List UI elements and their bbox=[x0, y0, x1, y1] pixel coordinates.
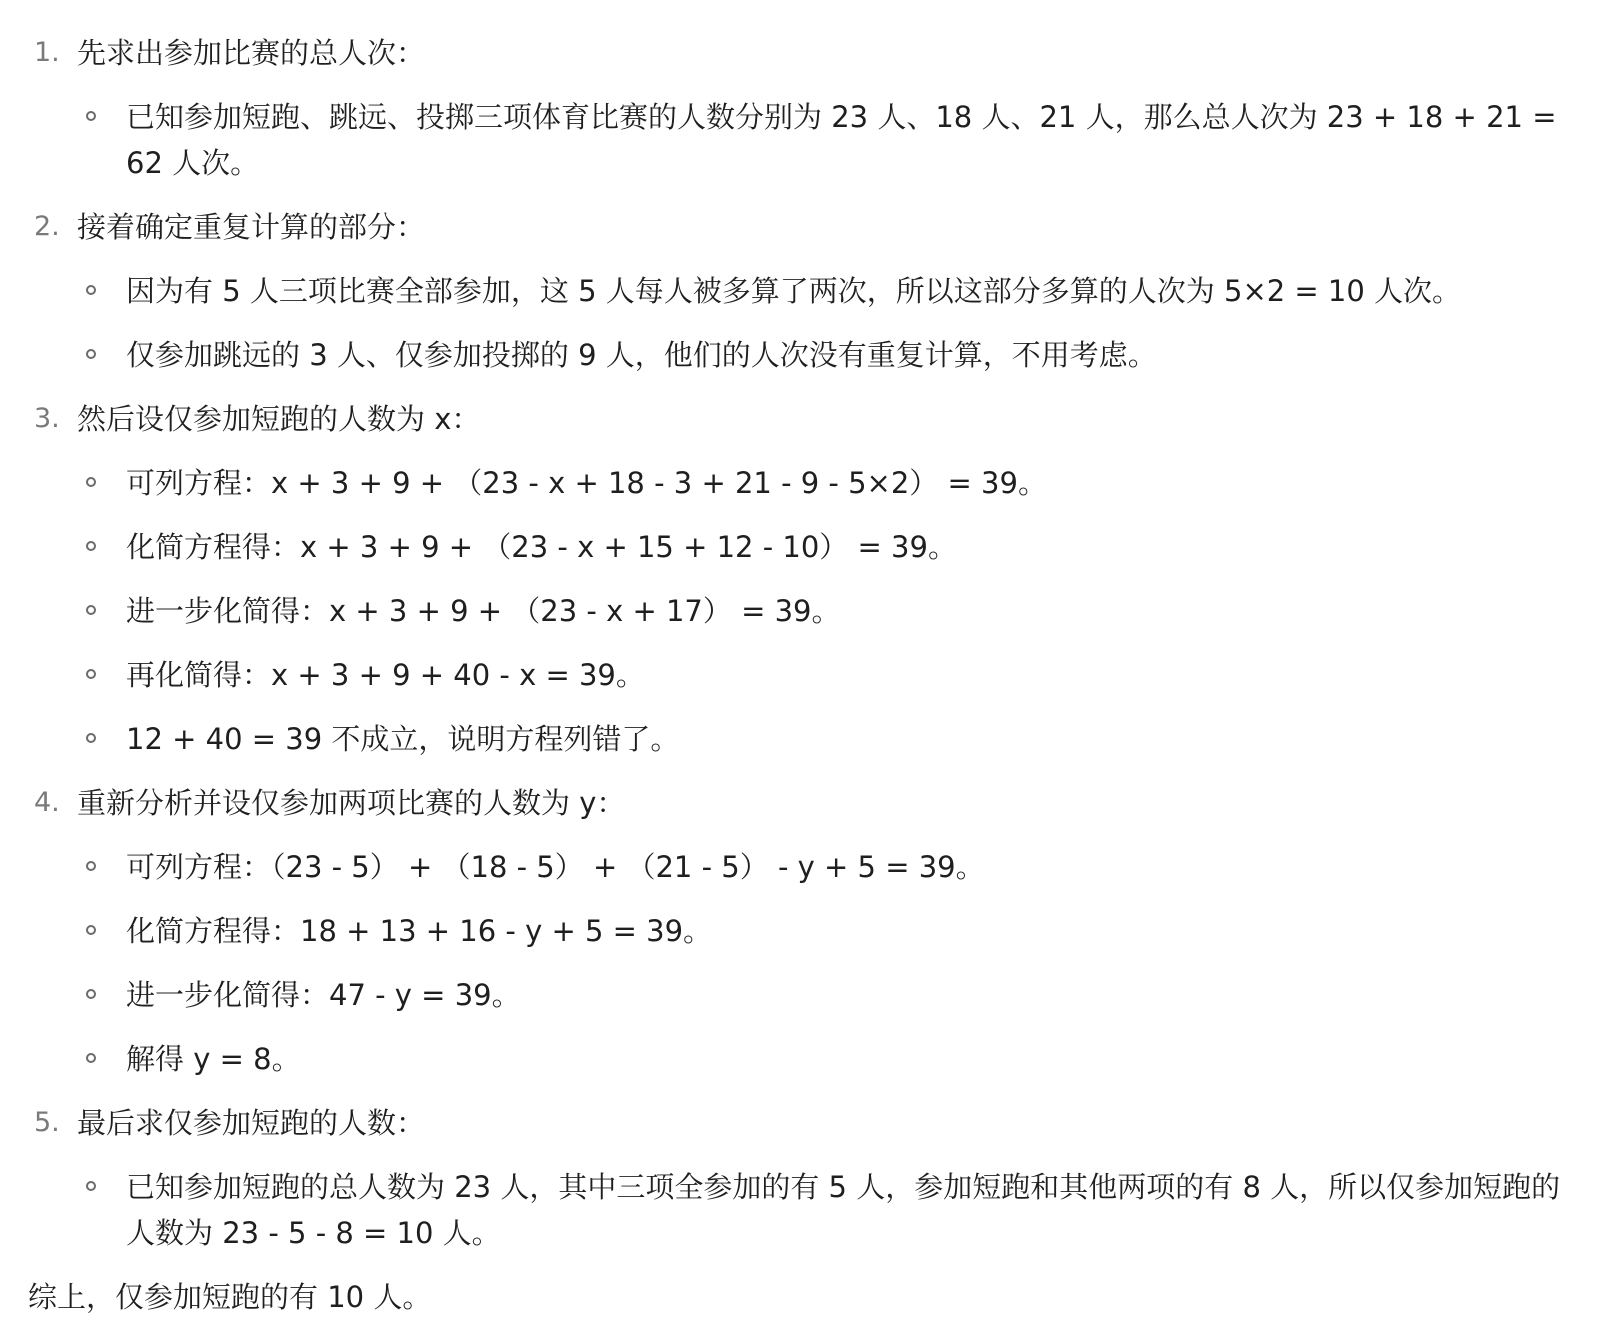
list-item bbox=[0, 844, 1607, 890]
step-items bbox=[0, 460, 1607, 762]
circle-bullet-icon bbox=[86, 861, 96, 871]
step-heading-text: 接着确定重复计算的部分： bbox=[77, 210, 426, 244]
item-text: 12 + 40 = 39 不成立，说明方程列错了。 bbox=[126, 722, 680, 756]
step-items bbox=[0, 844, 1607, 1082]
list-item bbox=[0, 94, 1607, 186]
circle-bullet-icon bbox=[86, 605, 96, 615]
list-item bbox=[0, 1164, 1607, 1256]
step-3 bbox=[0, 396, 1607, 762]
circle-bullet-icon bbox=[86, 733, 96, 743]
step-items bbox=[0, 268, 1607, 378]
step-items bbox=[0, 94, 1607, 186]
list-item bbox=[0, 908, 1607, 954]
item-text: 仅参加跳远的 3 人、仅参加投掷的 9 人，他们的人次没有重复计算，不用考虑。 bbox=[126, 338, 1157, 372]
item-text: 可列方程：x + 3 + 9 + （23 - x + 18 - 3 + 21 - 9 - 5×2） = 39。 bbox=[126, 466, 1047, 500]
circle-bullet-icon bbox=[86, 989, 96, 999]
circle-bullet-icon bbox=[86, 111, 96, 121]
step-1 bbox=[0, 30, 1607, 186]
step-heading-text: 最后求仅参加短跑的人数： bbox=[77, 1106, 426, 1140]
step-heading-text: 重新分析并设仅参加两项比赛的人数为 y： bbox=[77, 786, 626, 820]
circle-bullet-icon bbox=[86, 925, 96, 935]
circle-bullet-icon bbox=[86, 1181, 96, 1191]
item-text: 再化简得：x + 3 + 9 + 40 - x = 39。 bbox=[126, 658, 645, 692]
item-text: 进一步化简得：x + 3 + 9 + （23 - x + 17） = 39。 bbox=[126, 594, 841, 628]
list-item bbox=[0, 524, 1607, 570]
list-item bbox=[0, 716, 1607, 762]
item-text: 因为有 5 人三项比赛全部参加，这 5 人每人被多算了两次，所以这部分多算的人次为 5×2 = 10 人次。 bbox=[126, 274, 1462, 308]
circle-bullet-icon bbox=[86, 285, 96, 295]
step-heading-text: 先求出参加比赛的总人次： bbox=[77, 36, 426, 70]
circle-bullet-icon bbox=[86, 349, 96, 359]
step-heading bbox=[0, 204, 1607, 268]
list-item bbox=[0, 1036, 1607, 1082]
circle-bullet-icon bbox=[86, 669, 96, 679]
circle-bullet-icon bbox=[86, 477, 96, 487]
step-heading bbox=[0, 30, 1607, 94]
step-number: 3. bbox=[34, 403, 60, 434]
step-number: 1. bbox=[34, 37, 60, 68]
step-number: 2. bbox=[34, 211, 60, 242]
step-heading bbox=[0, 1100, 1607, 1164]
item-text: 可列方程：（23 - 5） + （18 - 5） + （21 - 5） - y + 5 = 39。 bbox=[126, 850, 985, 884]
item-text: 化简方程得：18 + 13 + 16 - y + 5 = 39。 bbox=[126, 914, 713, 948]
list-item bbox=[0, 332, 1607, 378]
step-heading bbox=[0, 780, 1607, 844]
item-text: 化简方程得：x + 3 + 9 + （23 - x + 15 + 12 - 10） = 39。 bbox=[126, 530, 957, 564]
item-text: 已知参加短跑、跳远、投掷三项体育比赛的人数分别为 23 人、18 人、21 人，那么总人次为 23 + 18 + 21 = 62 人次。 bbox=[126, 100, 1557, 180]
list-item bbox=[0, 268, 1607, 314]
list-item bbox=[0, 972, 1607, 1018]
step-heading bbox=[0, 396, 1607, 460]
item-text: 已知参加短跑的总人数为 23 人，其中三项全参加的有 5 人，参加短跑和其他两项的有 8 人，所以仅参加短跑的人数为 23 - 5 - 8 = 10 人。 bbox=[126, 1170, 1561, 1250]
step-number: 4. bbox=[34, 787, 60, 818]
step-heading-text: 然后设仅参加短跑的人数为 x： bbox=[77, 402, 481, 436]
step-4 bbox=[0, 780, 1607, 1082]
item-text: 进一步化简得：47 - y = 39。 bbox=[126, 978, 521, 1012]
step-2 bbox=[0, 204, 1607, 378]
list-item bbox=[0, 652, 1607, 698]
list-item bbox=[0, 460, 1607, 506]
conclusion-text: 综上，仅参加短跑的有 10 人。 bbox=[28, 1280, 432, 1314]
step-items bbox=[0, 1164, 1607, 1256]
step-number: 5. bbox=[34, 1107, 60, 1138]
solution-steps bbox=[0, 30, 1607, 1256]
list-item bbox=[0, 588, 1607, 634]
step-5 bbox=[0, 1100, 1607, 1256]
circle-bullet-icon bbox=[86, 541, 96, 551]
circle-bullet-icon bbox=[86, 1053, 96, 1063]
item-text: 解得 y = 8。 bbox=[126, 1042, 301, 1076]
